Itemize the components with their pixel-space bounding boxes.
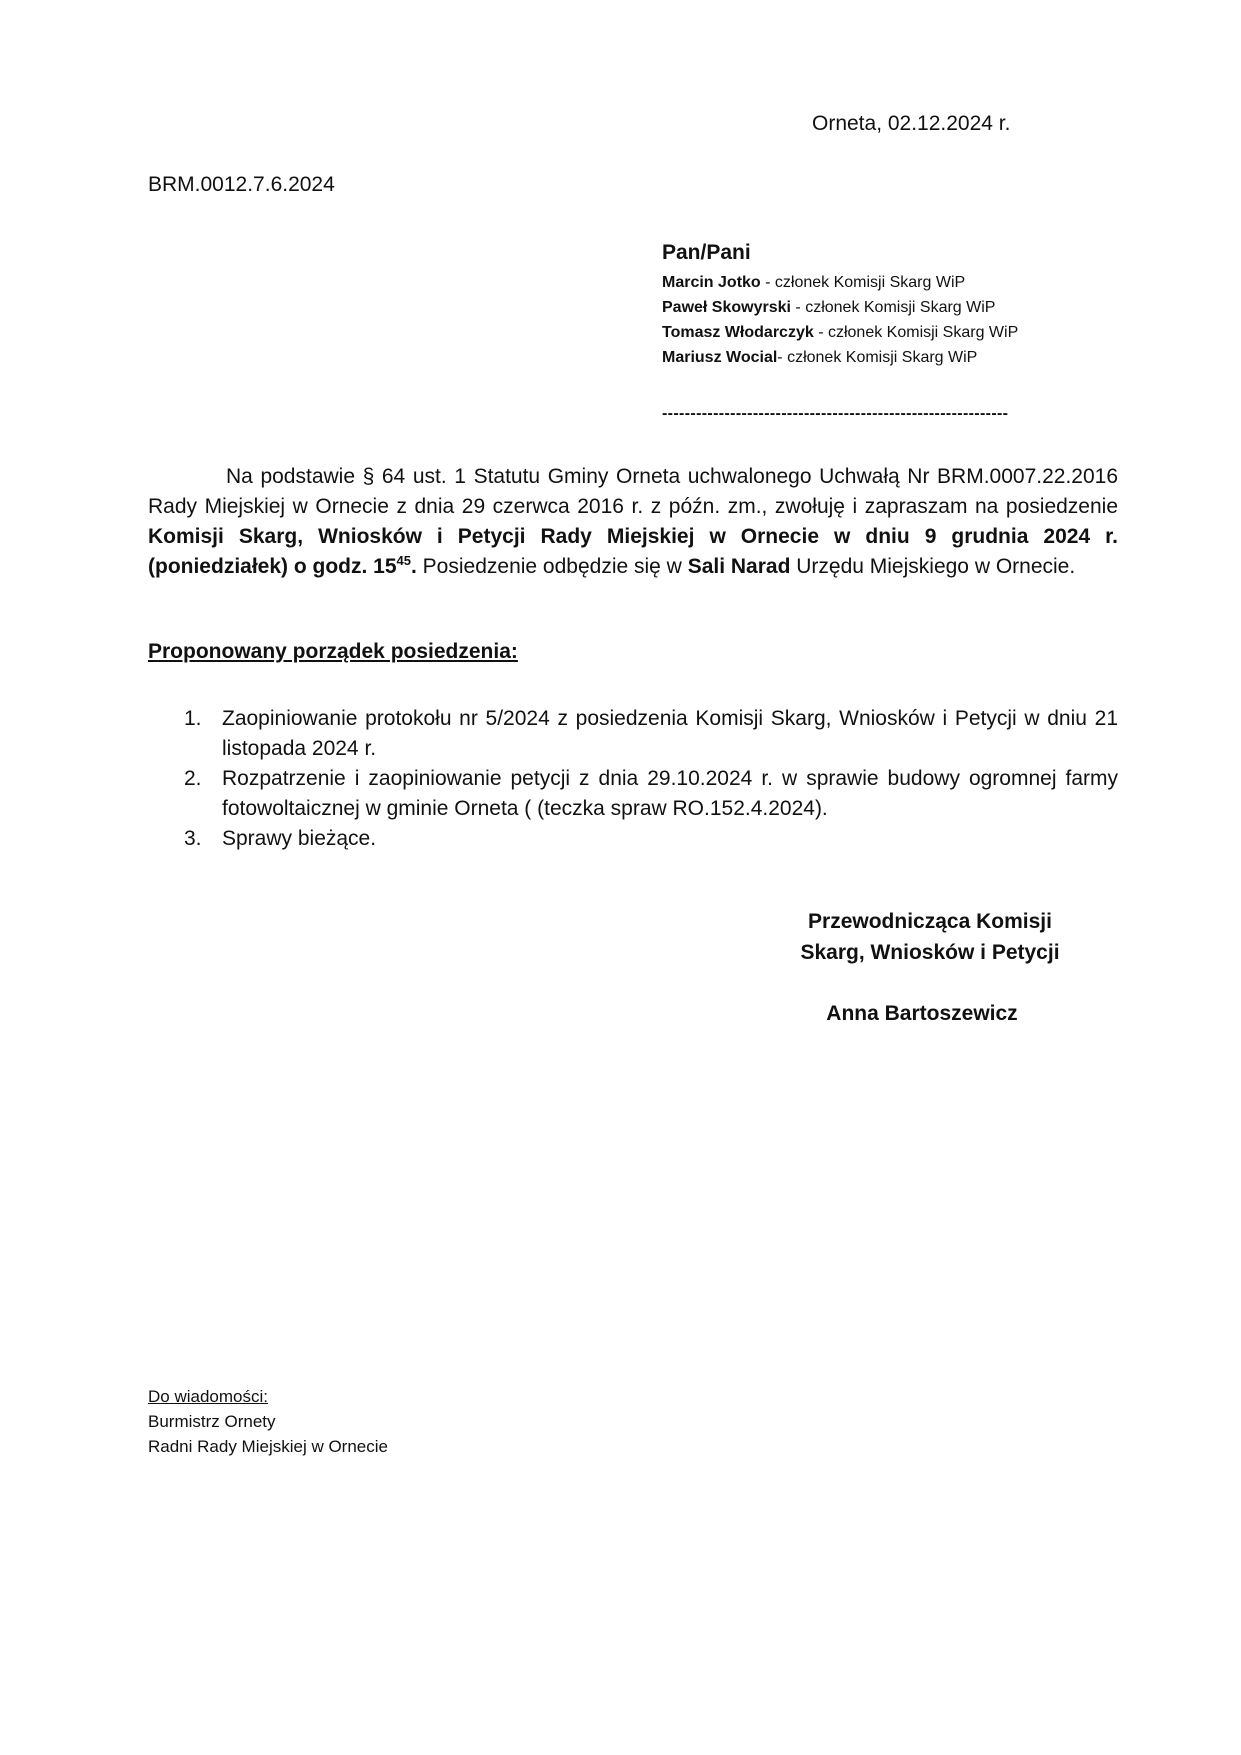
member-row: [662, 270, 1102, 295]
agenda-item-number: 3.: [184, 827, 202, 850]
signer-title-line-2: Skarg, Wniosków i Petycji: [800, 941, 1060, 964]
distribution-recipient: Burmistrz Ornety: [148, 1412, 276, 1431]
member-name: Tomasz Włodarczyk: [662, 324, 814, 341]
member-role: - członek Komisji Skarg WiP: [790, 299, 996, 316]
agenda-item-number: 2.: [184, 767, 202, 790]
distribution-heading: Do wiadomości:: [148, 1387, 268, 1406]
signer-title-line-1: Przewodnicząca Komisji: [808, 910, 1052, 933]
agenda-list: [148, 704, 1118, 854]
reference-number: BRM.0012.7.6.2024: [148, 173, 335, 196]
member-role: - członek Komisji Skarg WiP: [813, 324, 1019, 341]
meeting-details: Komisji Skarg, Wniosków i Petycji Rady Miejskiej w Ornecie w dniu 9 grudnia 2024 r. (poniedziałek) o godz. 15: [148, 525, 1118, 578]
place-date: Orneta, 02.12.2024 r.: [812, 112, 1011, 135]
agenda-item-text: Sprawy bieżące.: [222, 827, 377, 850]
agenda-item: [148, 764, 1118, 824]
member-name: Paweł Skowyrski: [662, 299, 791, 316]
member-name: Marcin Jotko: [662, 274, 761, 291]
body-text-2: Posiedzenie odbędzie się w: [416, 555, 688, 578]
member-row: [662, 320, 1102, 345]
body-text-1: Na podstawie § 64 ust. 1 Statutu Gminy Orneta uchwalonego Uchwałą Nr BRM.0007.22.2016 Rady Miejskiej w Ornecie z dnia 29 czerwca 2016 r. z późn. zm., zwołuję i zapraszam na posiedzenie: [148, 465, 1118, 518]
agenda-item: [148, 824, 1118, 854]
member-role: - członek Komisji Skarg WiP: [777, 349, 978, 366]
recipient-block: [662, 241, 1102, 370]
agenda-item-text: Rozpatrzenie i zaopiniowanie petycji z dnia 29.10.2024 r. w sprawie budowy ogromnej farmy fotowoltaicznej w gminie Orneta ( (teczka spraw RO.152.4.2024).: [222, 767, 1118, 820]
member-name: Mariusz Wocial: [662, 349, 778, 366]
agenda-item-number: 1.: [184, 707, 202, 730]
meeting-details-end: .: [411, 555, 417, 578]
meeting-room: Sali Narad: [687, 555, 791, 578]
invitation-paragraph: [148, 462, 1118, 582]
member-row: [662, 295, 1102, 320]
address-dash-line: -------------------------------------------------------------: [662, 405, 1009, 422]
member-role: - członek Komisji Skarg WiP: [760, 274, 966, 291]
meeting-time-minutes: 45: [396, 553, 411, 568]
agenda-item-text: Zaopiniowanie protokołu nr 5/2024 z posiedzenia Komisji Skarg, Wniosków i Petycji w dniu 21 listopada 2024 r.: [222, 707, 1118, 760]
agenda-item: [148, 704, 1118, 764]
distribution-recipient: Radni Rady Miejskiej w Ornecie: [148, 1437, 388, 1456]
signer-name: Anna Bartoszewicz: [826, 1002, 1018, 1025]
salutation: Pan/Pani: [662, 241, 751, 264]
body-text-3: Urzędu Miejskiego w Ornecie.: [790, 555, 1076, 578]
agenda-heading: Proponowany porządek posiedzenia:: [148, 640, 518, 663]
member-row: [662, 345, 1102, 370]
signature-block: [740, 906, 1120, 1029]
distribution-block: [148, 1384, 388, 1459]
